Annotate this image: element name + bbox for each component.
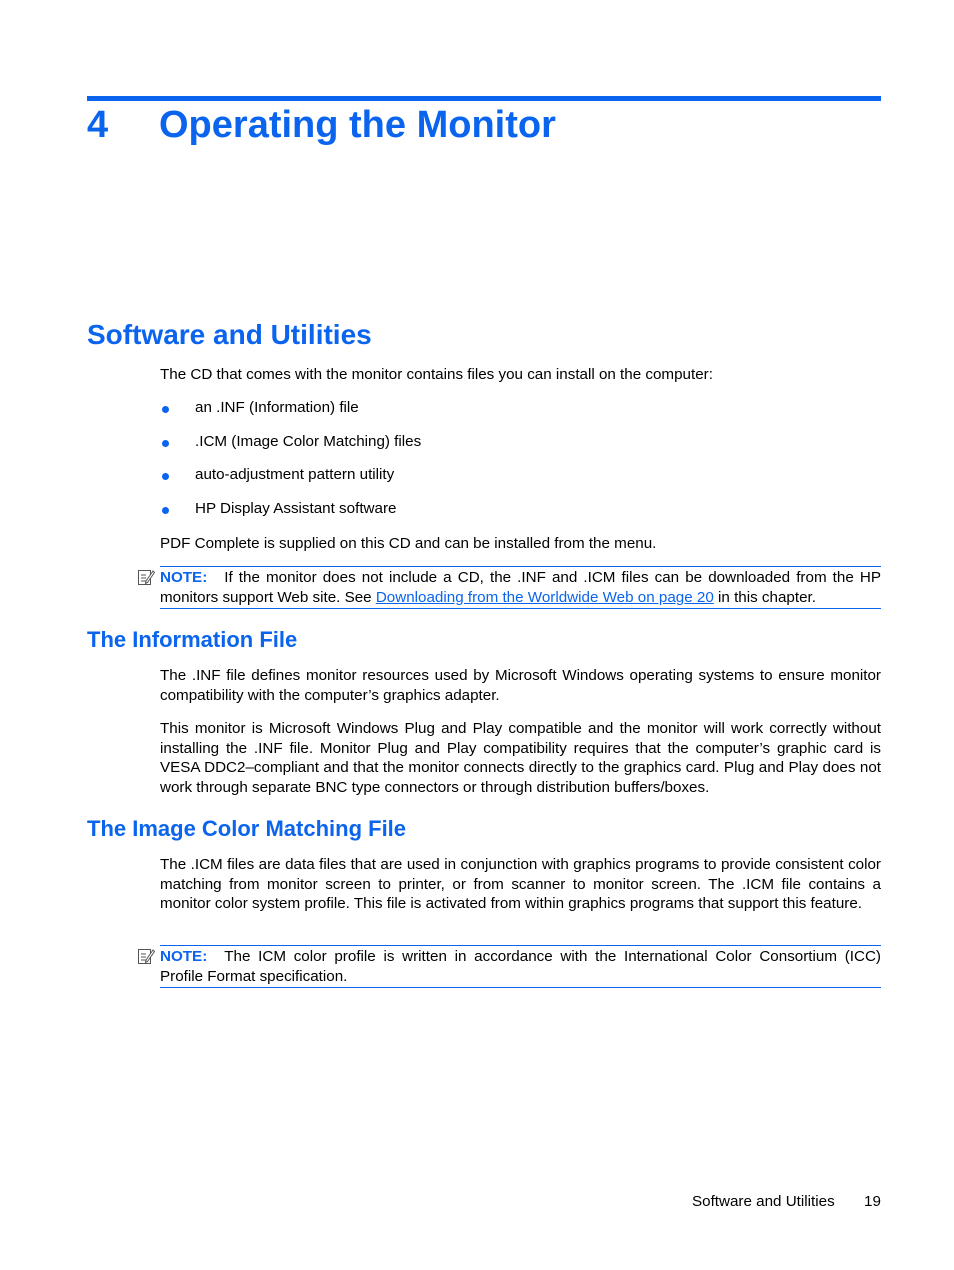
note-label: NOTE: <box>160 948 208 965</box>
note-icc-profile <box>160 945 881 988</box>
worldwide-web-link[interactable]: Downloading from the Worldwide Web on page 20 <box>375 588 714 606</box>
software-intro: The CD that comes with the monitor contains files you can install on the computer: <box>160 366 713 383</box>
bullet-text: HP Display Assistant software <box>195 500 397 517</box>
information-para-2: This monitor is Microsoft Windows Plug and Play compatible and the monitor will work correctly without installing the .INF file. Monitor Plug and Play compatibility requires that the computer’s graphic card is VESA DDC2–compliant and that the monitor connects directly to the graphics card. Plug and Play does not work through separate BNC type connectors or through distribution buffers/boxes. <box>160 720 881 796</box>
information-heading: The Information File <box>87 627 298 652</box>
information-para-1: The .INF file defines monitor resources used by Microsoft Windows operating systems to ensure monitor compatibility with the computer’s graphics adapter. <box>160 667 881 704</box>
note-text: The ICM color profile is written in accordance with the International Color Consortium (ICC) Profile Format specification. <box>160 948 881 985</box>
note-label: NOTE: <box>160 569 208 586</box>
chapter-number: 4 <box>87 104 109 146</box>
chapter-title-text: Operating the Monitor <box>159 104 556 146</box>
icm-heading: The Image Color Matching File <box>87 816 407 841</box>
note-cd-download <box>160 566 881 609</box>
footer-section-title: Software and Utilities <box>692 1193 835 1210</box>
footer-page-number: 19 <box>864 1193 881 1210</box>
note-text: If the monitor does not include a CD, the .INF and .ICM files can be downloaded from the HP monitors support Web site. See <box>160 569 881 606</box>
bullet-dot-icon <box>162 440 169 447</box>
bullet-text: .ICM (Image Color Matching) files <box>195 433 422 450</box>
bullet-dot-icon <box>162 406 169 413</box>
chapter-title <box>87 101 881 149</box>
note-pencil-icon <box>137 947 155 965</box>
bullet-text: auto-adjustment pattern utility <box>195 466 395 483</box>
bullet-text: an .INF (Information) file <box>195 399 359 416</box>
note-pencil-icon <box>137 568 155 586</box>
icm-para-1: The .ICM files are data files that are used in conjunction with graphics programs to provide consistent color matching from monitor screen to printer, or from scanner to monitor screen. The .ICM file contains a monitor color system profile. This file is activated from within graphics programs that support this feature. <box>160 856 881 912</box>
bullet-dot-icon <box>162 507 169 514</box>
pdf-complete-text: PDF Complete is supplied on this CD and can be installed from the menu. <box>160 535 657 552</box>
software-heading: Software and Utilities <box>87 319 372 350</box>
note-text-after: in this chapter. <box>713 588 816 606</box>
bullet-dot-icon <box>162 473 169 480</box>
